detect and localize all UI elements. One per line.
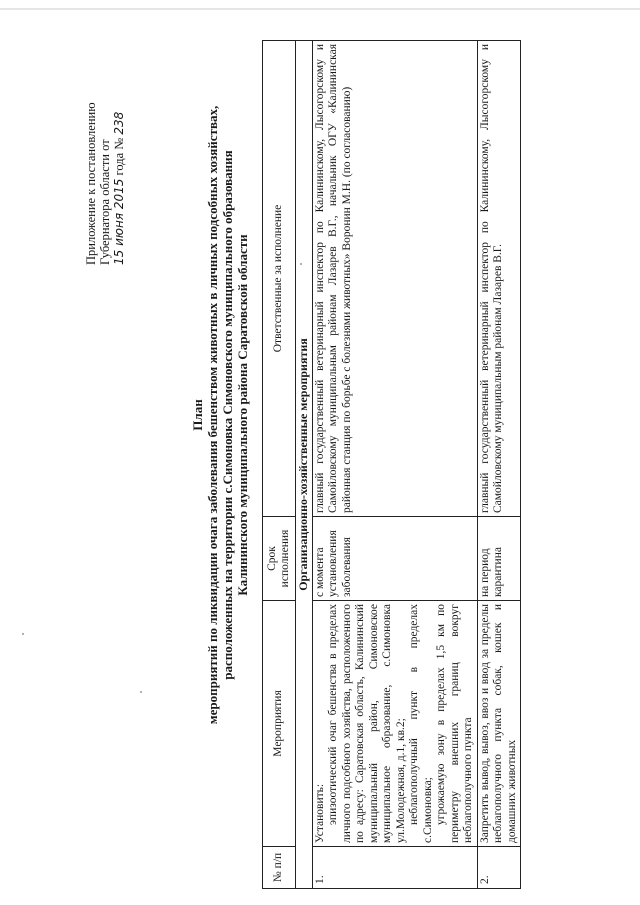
row-responsible: главный государственный ветеринарный инспектор по Калининскому, Лысогорскому и Самойловскому муниципальным районам Лазарев В.Г. <box>477 41 521 517</box>
title-line-1: мероприятий по ликвидации очага заболевания бешенством животных в личных подсобных хозяйствах, <box>205 105 220 725</box>
document-title <box>190 65 250 765</box>
appendix-date: 15 июня 2015 <box>112 178 126 265</box>
header-deadline: Срок исполнения <box>263 517 296 601</box>
table-row <box>477 41 521 889</box>
scan-speck <box>140 691 142 693</box>
table-header-row <box>263 41 296 889</box>
measure-paragraph: угрожаемую зону в пределах 1,5 км по периметру внешних границ вокруг неблагополучного пункта <box>435 604 474 843</box>
row-number: 1. <box>312 847 477 889</box>
title-line-2: расположенных на территории с.Симоновка Симоновского муниципального образования <box>220 150 235 680</box>
plan-table <box>262 40 521 889</box>
appendix-line-2: Губернатора области от <box>98 139 112 265</box>
header-responsible: Ответственные за исполнение <box>263 41 296 517</box>
row-measure: Запретить вывод, вывоз, ввоз и ввод за пределы неблагополучного пункта собак, кошек и домашних животных <box>477 601 521 847</box>
header-measure: Мероприятия <box>263 601 296 847</box>
title-line-3: Калининского муниципального района Саратовской области <box>235 234 250 596</box>
section-title: Организационно-хозяйственные мероприятия <box>296 41 313 889</box>
row-deadline: с момента установления заболевания <box>312 517 477 601</box>
measure-paragraph: неблагополучный пункт в пределах с.Симоновка; <box>408 604 434 843</box>
scan-speck <box>300 263 302 265</box>
row-responsible: главный государственный ветеринарный инспектор по Калининскому, Лысогорскому и Самойловскому муниципальным районам Лазарев В.Г., начальник ОГУ «Калининская районная станция по борьбе с болезнями животных» Воронин М.Н. (по согласованию) <box>312 41 477 517</box>
appendix-line-1: Приложение к постановлению <box>84 102 98 265</box>
appendix-year-word: года <box>112 152 126 176</box>
row-number: 2. <box>477 847 521 889</box>
appendix-number-sign: № <box>112 137 126 150</box>
row-deadline: на период карантина <box>477 517 521 601</box>
table-row <box>312 41 477 889</box>
appendix-number: 238 <box>112 111 126 135</box>
measure-intro: Установить: <box>313 783 326 843</box>
measure-paragraph: эпизоотический очаг бешенства в пределах личного подсобного хозяйства, расположенного по адресу: Саратовская область, Калининский муниципальный район, Симоновское муниципальное образование, с.Симоновка ул.Молодежная, д.1, кв.2; <box>327 604 407 843</box>
title-heading: План <box>190 399 205 431</box>
scan-speck <box>22 633 24 635</box>
row-measure <box>312 601 477 847</box>
appendix-line-3 <box>112 102 126 265</box>
scan-edge-shadow <box>0 8 640 10</box>
appendix-note <box>84 102 126 265</box>
section-row <box>296 41 313 889</box>
header-num: № п/п <box>263 847 296 889</box>
